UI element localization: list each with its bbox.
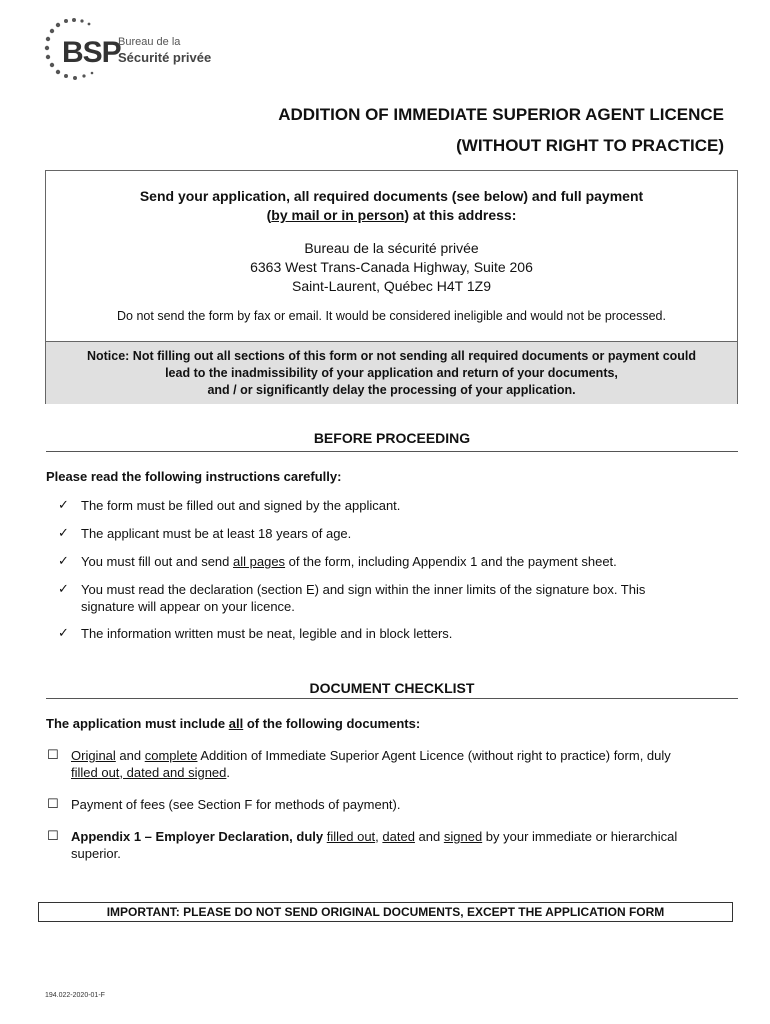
check-icon: ✓ xyxy=(58,581,69,596)
check-icon: ✓ xyxy=(58,525,69,540)
logo-line2: Sécurité privée xyxy=(118,50,212,65)
logo-abbr: BSP xyxy=(62,36,121,69)
address-line-1: Bureau de la sécurité privée xyxy=(304,240,479,256)
notice-panel xyxy=(46,341,737,404)
divider xyxy=(46,698,738,699)
check-icon: ✓ xyxy=(58,497,69,512)
instruction-item: The information written must be neat, legible and in block letters. xyxy=(81,626,453,641)
check-icon: ✓ xyxy=(58,625,69,640)
checklist-item-appendix: Appendix 1 – Employer Declaration, duly filled out, dated and signed by your immediate or hierarchical superior. xyxy=(71,829,678,861)
address-line-2: 6363 West Trans-Canada Highway, Suite 206 xyxy=(250,259,533,275)
address-line-3: Saint-Laurent, Québec H4T 1Z9 xyxy=(292,278,491,294)
checkbox-appendix[interactable]: ☐ xyxy=(47,828,59,843)
send-method: by mail or in person xyxy=(271,207,405,223)
checkbox-original-form[interactable]: ☐ xyxy=(47,747,59,762)
bsp-logo xyxy=(44,16,224,86)
notice-line-1: Notice: Not filling out all sections of this form or not sending all required documents or payment could xyxy=(86,349,697,363)
checklist-intro: The application must include all of the following documents: xyxy=(46,716,421,731)
submission-box xyxy=(45,170,738,404)
checklist-item-form: Original and complete Addition of Immediate Superior Agent Licence (without right to practice) form, duly filled out, dated and signed. xyxy=(71,748,671,780)
send-instruction-line1: Send your application, all required documents (see below) and full payment xyxy=(139,188,644,204)
instruction-item: The applicant must be at least 18 years of age. xyxy=(81,526,352,541)
notice-line-2: lead to the inadmissibility of your application and return of your documents, xyxy=(165,366,618,380)
no-fax-notice: Do not send the form by fax or email. It would be considered ineligible and would not be processed. xyxy=(117,309,666,323)
instruction-item: You must fill out and send all pages of the form, including Appendix 1 and the payment sheet. xyxy=(81,554,617,569)
important-notice: IMPORTANT: PLEASE DO NOT SEND ORIGINAL DOCUMENTS, EXCEPT THE APPLICATION FORM xyxy=(38,902,733,922)
instructions-intro: Please read the following instructions carefully: xyxy=(46,469,342,484)
divider xyxy=(46,451,738,452)
before-proceeding-heading: BEFORE PROCEEDING xyxy=(313,430,471,446)
instruction-item: The form must be filled out and signed by the applicant. xyxy=(81,498,401,513)
form-title-line2: (WITHOUT RIGHT TO PRACTICE) xyxy=(456,136,724,155)
check-icon: ✓ xyxy=(58,553,69,568)
notice-line-3: and / or significantly delay the processing of your application. xyxy=(207,383,576,397)
checklist-item-payment: Payment of fees (see Section F for methods of payment). xyxy=(71,797,401,812)
instruction-item: You must read the declaration (section E) and sign within the inner limits of the signature box. This signature will appear on your licence. xyxy=(81,582,646,614)
logo-line1: Bureau de la xyxy=(118,36,181,48)
form-title-line1: ADDITION OF IMMEDIATE SUPERIOR AGENT LICENCE xyxy=(278,105,724,124)
form-code: 194.022-2020-01-F xyxy=(45,992,105,999)
send-instruction-line2: (by mail or in person) at this address: xyxy=(266,207,517,223)
checkbox-payment[interactable]: ☐ xyxy=(47,796,59,811)
document-checklist-heading: DOCUMENT CHECKLIST xyxy=(309,680,475,696)
